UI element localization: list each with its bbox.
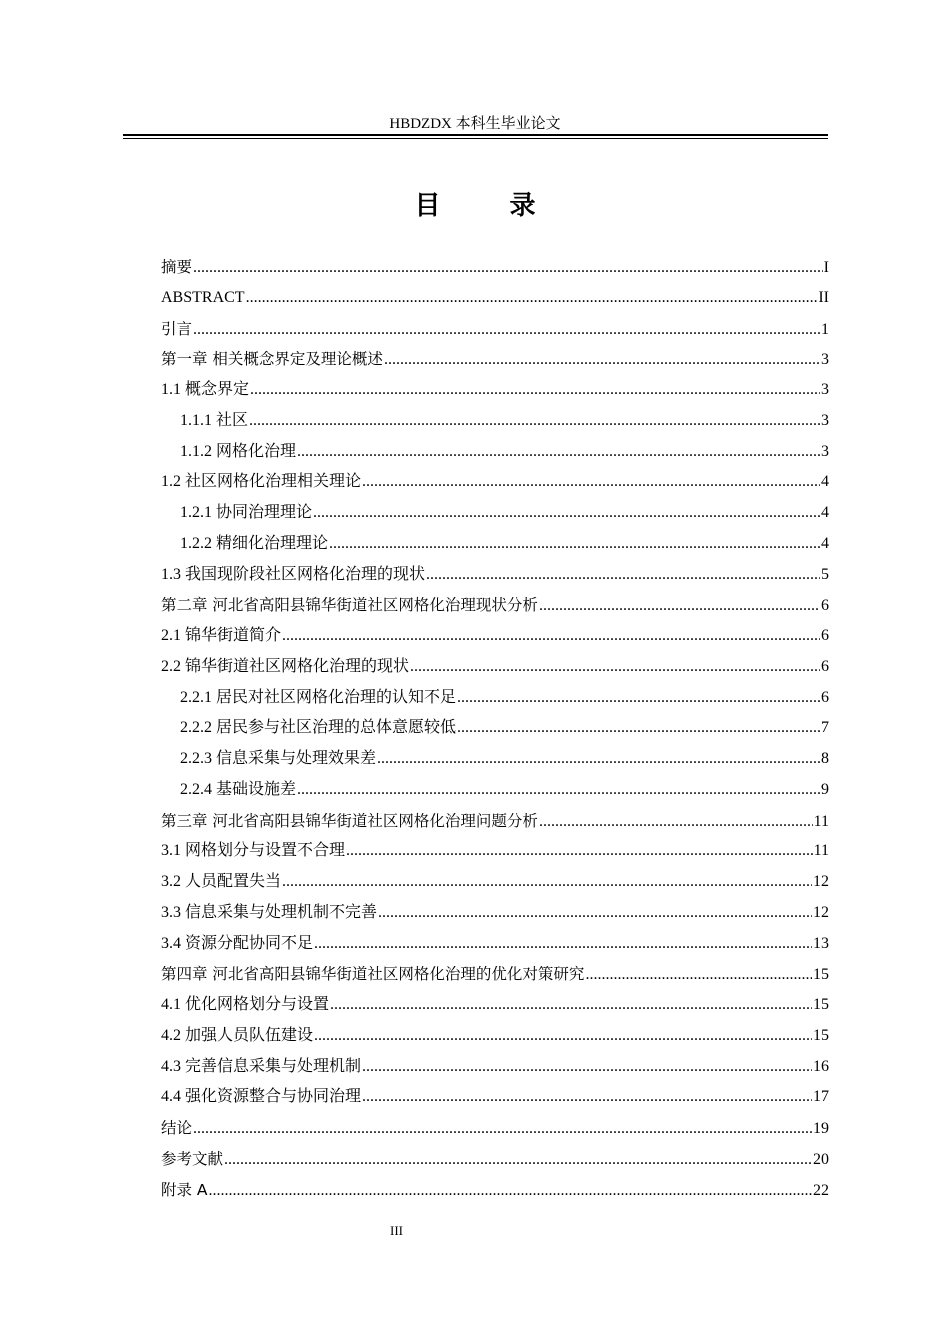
toc-dot-leader: [224, 1145, 812, 1175]
toc-entry-page: 15: [813, 996, 829, 1013]
toc-entry-label: 1.1.1 社区: [180, 411, 249, 429]
toc-entry[interactable]: [161, 621, 829, 652]
toc-dot-leader: [193, 253, 823, 283]
toc-entry[interactable]: [161, 652, 829, 683]
toc-dot-leader: [346, 836, 813, 866]
toc-entry[interactable]: [161, 713, 829, 744]
toc-dot-leader: [457, 713, 820, 743]
toc-entry-label: 2.2 锦华街道社区网格化治理的现状: [161, 657, 410, 675]
toc-entry-page: II: [818, 288, 829, 306]
toc-dot-leader: [330, 990, 812, 1020]
toc-entry-label: 1.1.2 网格化治理: [180, 442, 297, 460]
toc-entry-page: 19: [813, 1120, 829, 1137]
toc-entry-label: 2.2.4 基础设施差: [180, 780, 297, 798]
toc-entry-page: 20: [813, 1150, 829, 1168]
toc-entry[interactable]: [161, 283, 829, 314]
toc-dot-leader: [297, 775, 820, 805]
toc-entry-label: 2.2.2 居民参与社区治理的总体意愿较低: [180, 719, 457, 737]
toc-entry-page: 17: [813, 1088, 829, 1106]
toc-entry-page: 3: [821, 411, 829, 429]
toc-entry-label: 3.1 网格划分与设置不合理: [161, 842, 346, 860]
toc-entry[interactable]: [161, 314, 829, 345]
toc-entry[interactable]: [161, 406, 829, 437]
toc-dot-leader: [209, 1176, 812, 1206]
toc-entry-label: 2.1 锦华街道简介: [161, 627, 282, 644]
toc-dot-leader: [329, 529, 820, 559]
toc-entry[interactable]: [161, 252, 829, 283]
toc-entry-page: 12: [813, 903, 829, 921]
toc-entry-page: 11: [813, 812, 829, 830]
toc-entry-label: 1.1 概念界定: [161, 381, 250, 398]
header-rule-thick: [123, 134, 828, 136]
toc-entry-page: 4: [821, 504, 829, 521]
toc-dot-leader: [384, 345, 820, 375]
toc-entry-label: 结论: [161, 1119, 193, 1137]
toc-entry[interactable]: [161, 529, 829, 560]
toc-entry-label: 3.3 信息采集与处理机制不完善: [161, 903, 378, 921]
toc-entry-page: 11: [813, 842, 829, 860]
toc-entry-label: 2.2.3 信息采集与处理效果差: [180, 750, 377, 767]
toc-entry[interactable]: [161, 375, 829, 406]
toc-entry[interactable]: [161, 498, 829, 529]
toc-entry-page: 8: [821, 750, 829, 767]
toc-dot-leader: [585, 960, 812, 990]
page-number: III: [390, 1223, 403, 1238]
toc-entry-label: 3.2 人员配置失当: [161, 873, 282, 890]
toc-dot-leader: [362, 467, 820, 497]
toc-dot-leader: [193, 315, 820, 345]
toc-entry[interactable]: [161, 1082, 829, 1113]
toc-entry[interactable]: [161, 1144, 829, 1175]
toc-entry-page: 22: [813, 1181, 829, 1199]
toc-dot-leader: [362, 1082, 812, 1112]
toc-entry[interactable]: [161, 344, 829, 375]
toc-entry[interactable]: [161, 836, 829, 867]
toc-dot-leader: [539, 807, 813, 837]
toc-entry-page: 4: [821, 473, 829, 491]
toc-entry-page: 13: [813, 934, 829, 952]
toc-entry[interactable]: [161, 590, 829, 621]
toc-entry[interactable]: [161, 959, 829, 990]
toc-entry-label: 4.1 优化网格划分与设置: [161, 996, 330, 1013]
toc-entry-label: ABSTRACT: [161, 288, 245, 306]
toc-entry-page: 5: [821, 565, 829, 583]
toc-entry[interactable]: [161, 990, 829, 1021]
toc-entry-label: 摘要: [161, 258, 193, 276]
toc-entry-page: 16: [813, 1057, 829, 1075]
toc-entry-page: 12: [813, 873, 829, 890]
toc-dot-leader: [457, 683, 820, 713]
toc-entry[interactable]: [161, 775, 829, 806]
header-rule-thin: [123, 138, 828, 139]
running-header: HBDZDX 本科生毕业论文: [389, 116, 561, 132]
toc-entry-label: 4.2 加强人员队伍建设: [161, 1026, 314, 1044]
toc-entry[interactable]: [161, 437, 829, 468]
toc-entry-page: I: [823, 259, 829, 276]
toc-dot-leader: [314, 1021, 812, 1051]
toc-dot-leader: [193, 1114, 812, 1144]
toc-entry[interactable]: [161, 806, 829, 837]
toc-dot-leader: [539, 591, 820, 621]
toc-title: 目 录: [414, 191, 566, 221]
toc-entry[interactable]: [161, 867, 829, 898]
toc-entry-label: 第二章 河北省高阳县锦华街道社区网格化治理现状分析: [161, 596, 538, 615]
toc-dot-leader: [246, 283, 818, 313]
toc-entry-label: 1.2.1 协同治理理论: [180, 504, 313, 521]
toc-entry-label: 第一章 相关概念界定及理论概述: [161, 350, 383, 369]
toc-entry[interactable]: [161, 744, 829, 775]
toc-entry[interactable]: [161, 929, 829, 960]
toc-entry-page: 6: [821, 627, 829, 644]
toc-dot-leader: [249, 406, 820, 436]
toc-entry[interactable]: [161, 1021, 829, 1052]
toc-entry-label: 第四章 河北省高阳县锦华街道社区网格化治理的优化对策研究: [161, 965, 585, 984]
toc-entry-label: 4.4 强化资源整合与协同治理: [161, 1088, 362, 1106]
toc-entry[interactable]: [161, 1052, 829, 1083]
toc-dot-leader: [377, 744, 820, 774]
toc-entry-page: 9: [821, 780, 829, 798]
toc-entry-page: 4: [821, 534, 829, 552]
toc-entry-label: 4.3 完善信息采集与处理机制: [161, 1057, 362, 1075]
toc-entry-page: 7: [821, 719, 829, 737]
toc-dot-leader: [282, 867, 812, 897]
toc-entry-page: 3: [821, 381, 829, 398]
toc-dot-leader: [313, 498, 820, 528]
toc-entry-label: 引言: [161, 319, 193, 338]
toc-entry-page: 6: [821, 657, 829, 675]
toc-dot-leader: [426, 560, 820, 590]
toc-entry-page: 3: [821, 442, 829, 460]
toc-entry[interactable]: [161, 467, 829, 498]
toc-dot-leader: [314, 929, 812, 959]
toc-entry[interactable]: [161, 560, 829, 591]
toc-entry-page: 6: [821, 688, 829, 706]
toc-entry[interactable]: [161, 898, 829, 929]
toc-dot-leader: [378, 898, 812, 928]
toc-entry-label: 1.2 社区网格化治理相关理论: [161, 473, 362, 491]
toc-entry-page: 6: [821, 597, 829, 615]
toc-entry-page: 15: [813, 1026, 829, 1044]
table-of-contents: [161, 252, 829, 1205]
toc-entry-label: 1.2.2 精细化治理理论: [180, 534, 329, 552]
toc-entry-label: 1.3 我国现阶段社区网格化治理的现状: [161, 565, 426, 583]
toc-entry-page: 3: [821, 351, 829, 369]
toc-entry-label: 2.2.1 居民对社区网格化治理的认知不足: [180, 688, 457, 706]
toc-entry-page: 1: [821, 320, 829, 338]
toc-entry[interactable]: [161, 1113, 829, 1144]
toc-entry[interactable]: [161, 683, 829, 714]
toc-entry-label: 3.4 资源分配协同不足: [161, 934, 314, 952]
toc-dot-leader: [282, 621, 820, 651]
toc-entry-label: 参考文献: [161, 1149, 224, 1168]
toc-dot-leader: [250, 375, 820, 405]
toc-dot-leader: [410, 652, 820, 682]
toc-dot-leader: [297, 437, 820, 467]
toc-entry[interactable]: [161, 1175, 829, 1206]
toc-entry-label: 附录 A: [161, 1180, 208, 1199]
toc-entry-page: 15: [813, 966, 829, 984]
toc-entry-label: 第三章 河北省高阳县锦华街道社区网格化治理问题分析: [161, 811, 538, 830]
toc-dot-leader: [362, 1052, 812, 1082]
